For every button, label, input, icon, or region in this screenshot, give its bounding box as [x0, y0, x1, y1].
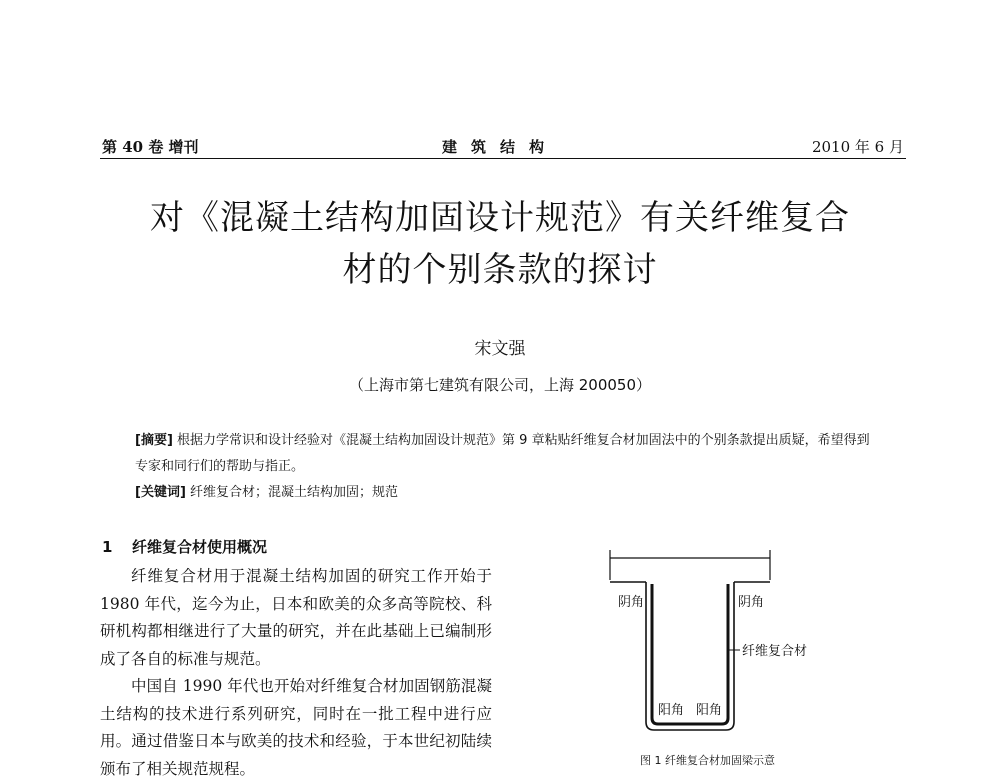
section-heading	[102, 536, 267, 557]
beam-figure	[580, 540, 840, 760]
header-date: 2010 年 6 月	[811, 138, 904, 156]
keywords-label: [关键词]	[135, 485, 186, 500]
header-rule	[100, 158, 906, 159]
paper-title	[0, 192, 1000, 296]
label-bottom-left: 阳角	[658, 703, 685, 718]
label-left-top: 阴角	[618, 595, 645, 610]
header-journal: 建筑结构	[441, 138, 558, 156]
paragraph-1: 纤维复合材用于混凝土结构加固的研究工作开始于 1980 年代，迄今为止，日本和欧美的众多高等院校、科研机构都相继进行了大量的研究，并在此基础上已编制形成了各自的标准与规范。	[100, 567, 492, 668]
header-volume: 第 40 卷 增刊	[102, 138, 199, 156]
title-line-1: 对《混凝土结构加固设计规范》有关纤维复合	[150, 198, 850, 238]
label-frp: 纤维复合材	[742, 644, 808, 659]
abstract-body	[135, 428, 875, 480]
section-title: 纤维复合材使用概况	[132, 538, 268, 556]
abstract-text: 根据力学常识和设计经验对《混凝土结构加固设计规范》第 9 章粘贴纤维复合材加固法中的个别条款提出质疑，希望得到专家和同行们的帮助与指正。	[135, 433, 870, 474]
affiliation: （上海市第七建筑有限公司，上海 200050）	[348, 376, 652, 394]
title-line-2: 材的个别条款的探讨	[342, 250, 658, 290]
keywords-text: 纤维复合材；混凝土结构加固；规范	[190, 485, 399, 500]
label-right-top: 阴角	[738, 595, 765, 610]
author: 宋文强	[474, 339, 526, 359]
paragraph-2: 中国自 1990 年代也开始对纤维复合材加固钢筋混凝土结构的技术进行系列研究，同时在一批工程中进行应用。通过借鉴日本与欧美的技术和经验，于本世纪初陆续颁布了相关规范规程。	[100, 677, 492, 778]
section-number: 1	[102, 538, 113, 556]
abstract	[135, 428, 875, 506]
figure-caption: 图 1 纤维复合材加固梁示意	[640, 754, 775, 767]
label-bottom-right: 阳角	[696, 703, 723, 718]
section-body	[100, 563, 492, 783]
abstract-label: [摘要]	[135, 433, 173, 448]
keywords	[135, 480, 875, 506]
